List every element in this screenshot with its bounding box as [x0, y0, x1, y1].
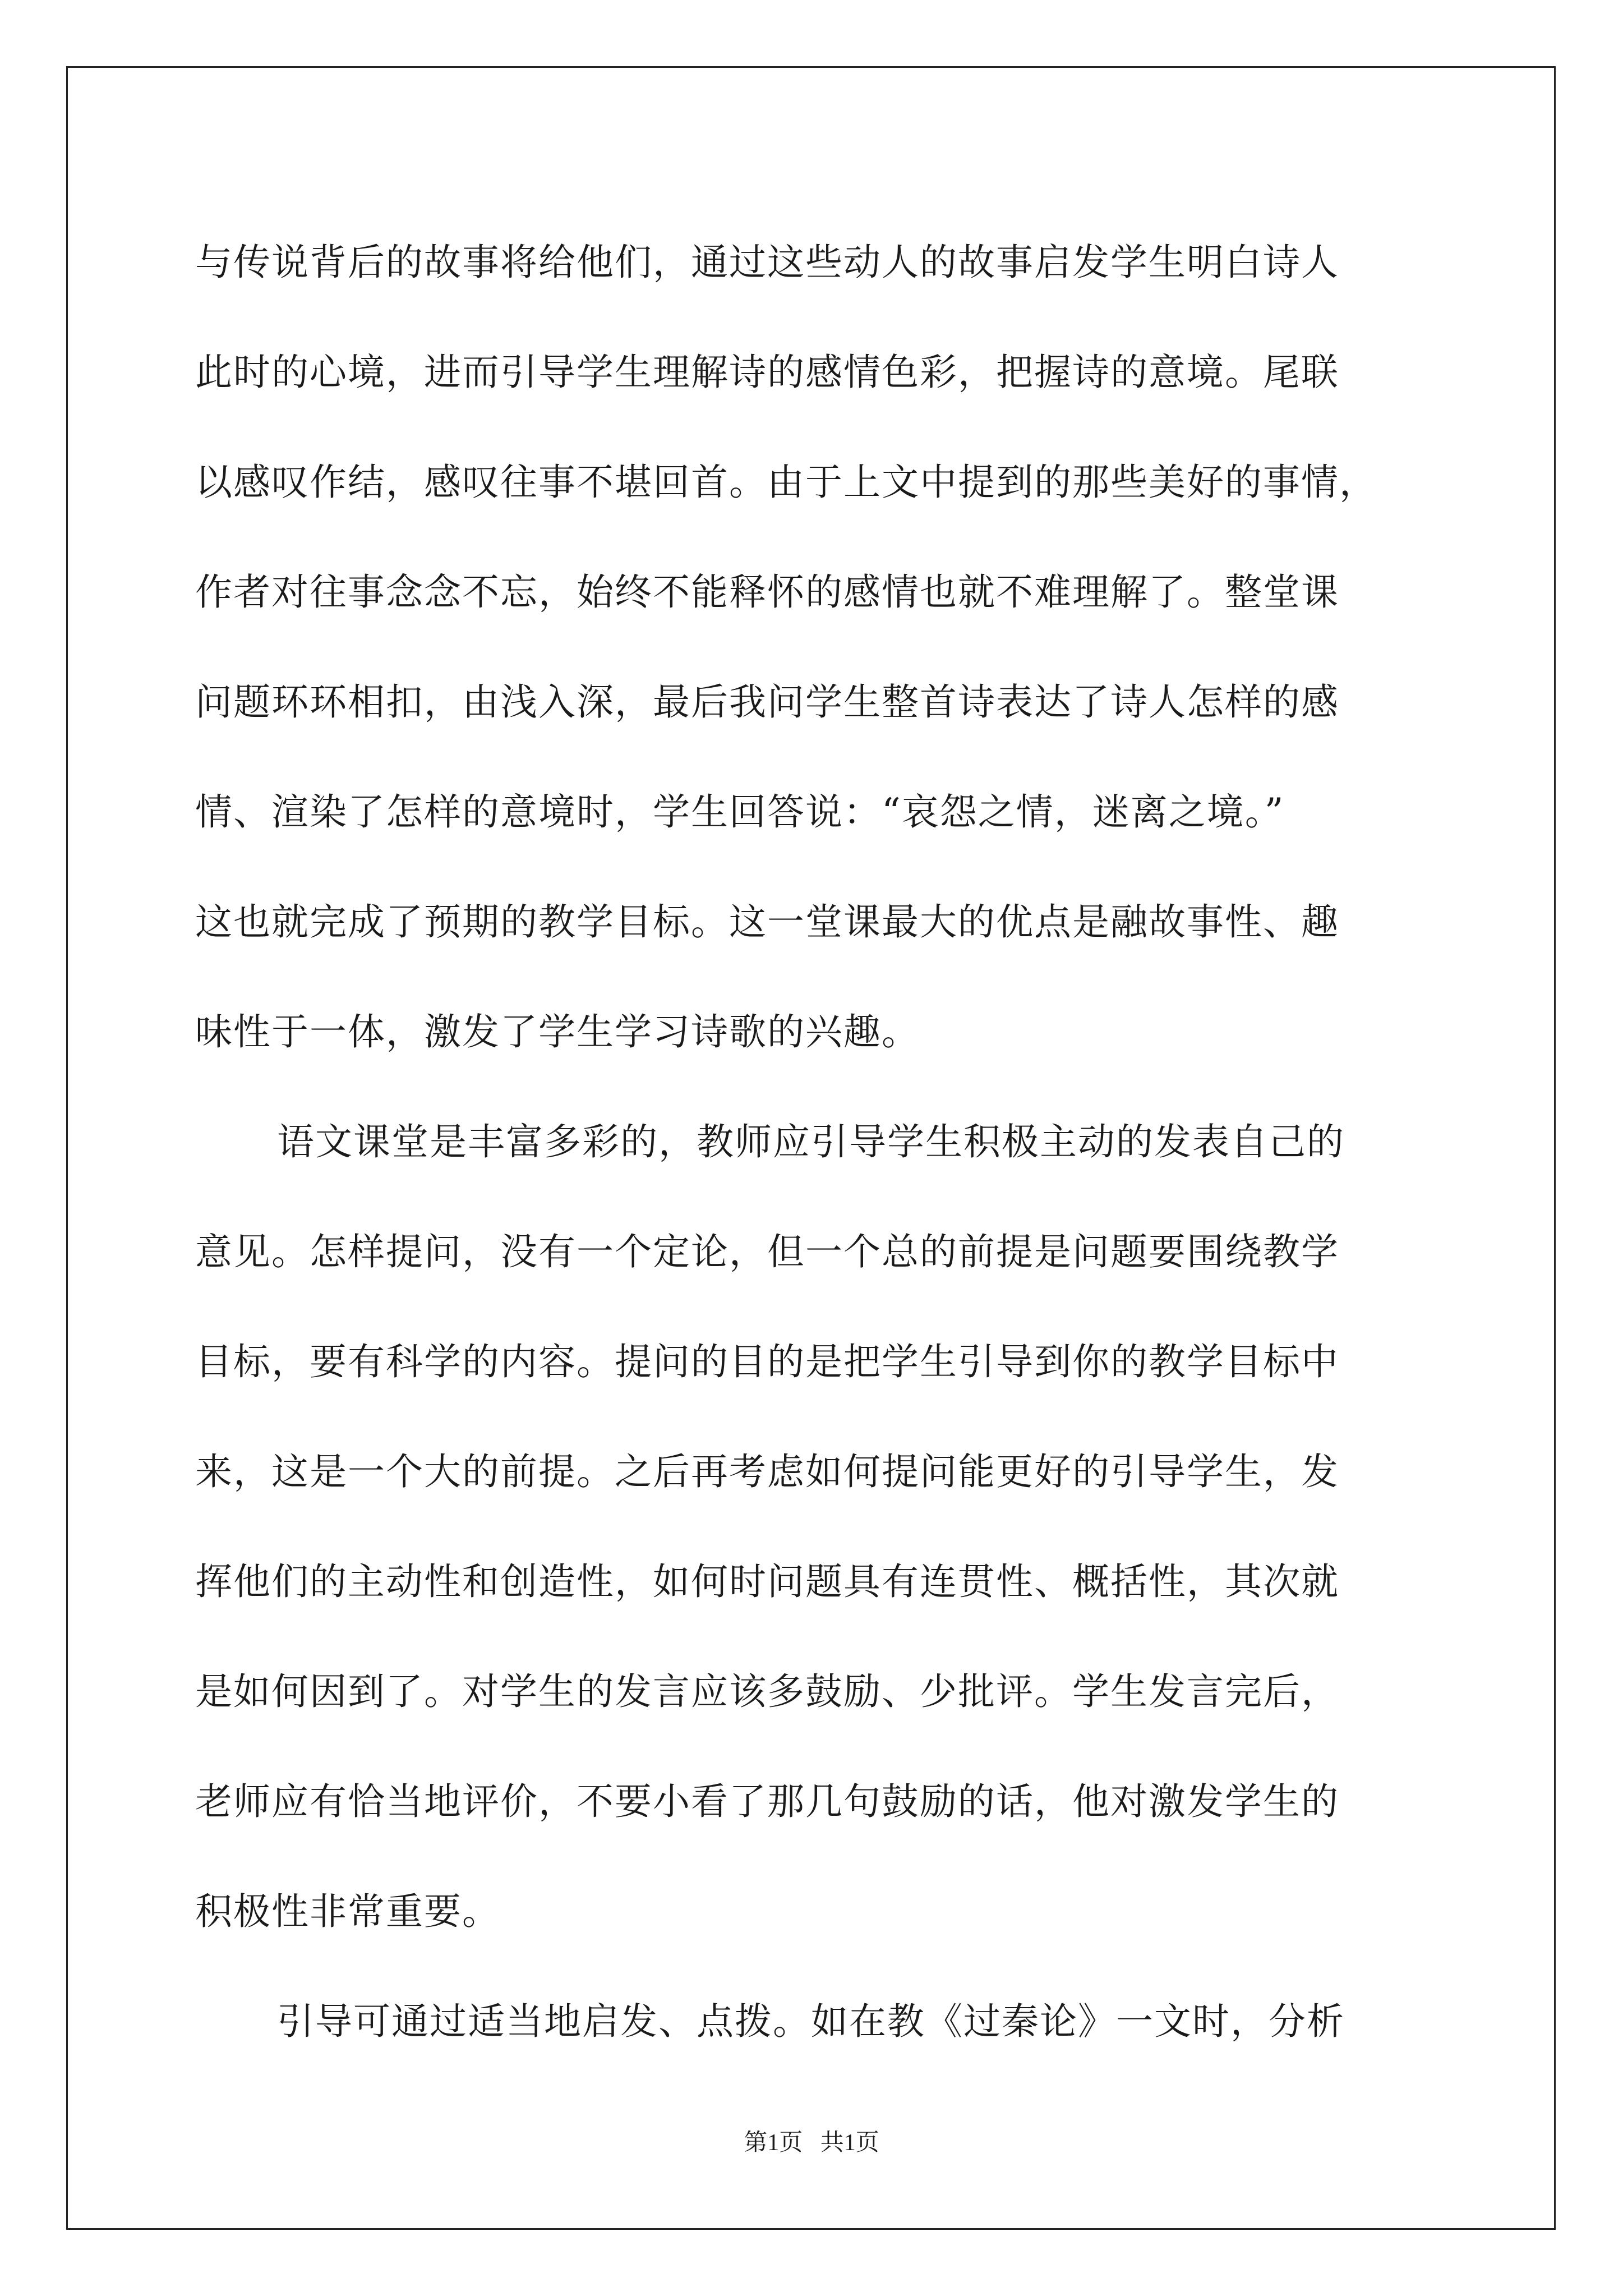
text-line: 以感叹作结，感叹往事不堪回首。由于上文中提到的那些美好的事情， [195, 461, 1377, 504]
document-body [195, 208, 1446, 2077]
text-line: 意见。怎样提问，没有一个定论，但一个总的前提是问题要围绕教学 [195, 1230, 1339, 1273]
text-line: 来，这是一个大的前提。之后再考虑如何提问能更好的引导学生，发 [195, 1450, 1339, 1493]
text-line: 问题环环相扣，由浅入深，最后我问学生整首诗表达了诗人怎样的感 [195, 680, 1339, 724]
paragraph-first-line: 引导可通过适当地启发、点拨。如在教《过秦论》一文时，分析 [277, 2000, 1345, 2043]
text-line: 味性于一体，激发了学生学习诗歌的兴趣。 [195, 1010, 920, 1053]
text-line: 此时的心境，进而引导学生理解诗的感情色彩，把握诗的意境。尾联 [195, 351, 1339, 394]
page-number: 第1页 [744, 2130, 803, 2156]
text-line: 目标，要有科学的内容。提问的目的是把学生引导到你的教学目标中 [195, 1340, 1339, 1383]
page-footer [0, 2124, 1623, 2157]
page-total: 共1页 [820, 2130, 879, 2156]
text-line: 挥他们的主动性和创造性，如何时问题具有连贯性、概括性，其次就 [195, 1560, 1339, 1603]
text-line: 老师应有恰当地评价，不要小看了那几句鼓励的话，他对激发学生的 [195, 1780, 1339, 1823]
paragraph-first-line: 语文课堂是丰富多彩的，教师应引导学生积极主动的发表自己的 [277, 1120, 1345, 1163]
text-line: 与传说背后的故事将给他们，通过这些动人的故事启发学生明白诗人 [195, 241, 1339, 284]
text-line: 这也就完成了预期的教学目标。这一堂课最大的优点是融故事性、趣 [195, 900, 1339, 944]
text-line: 情、渲染了怎样的意境时，学生回答说：“哀怨之情，迷离之境。” [195, 790, 1285, 834]
text-line: 是如何因到了。对学生的发言应该多鼓励、少批评。学生发言完后， [195, 1670, 1339, 1713]
text-line: 积极性非常重要。 [195, 1890, 500, 1933]
text-line: 作者对往事念念不忘，始终不能释怀的感情也就不难理解了。整堂课 [195, 570, 1339, 614]
